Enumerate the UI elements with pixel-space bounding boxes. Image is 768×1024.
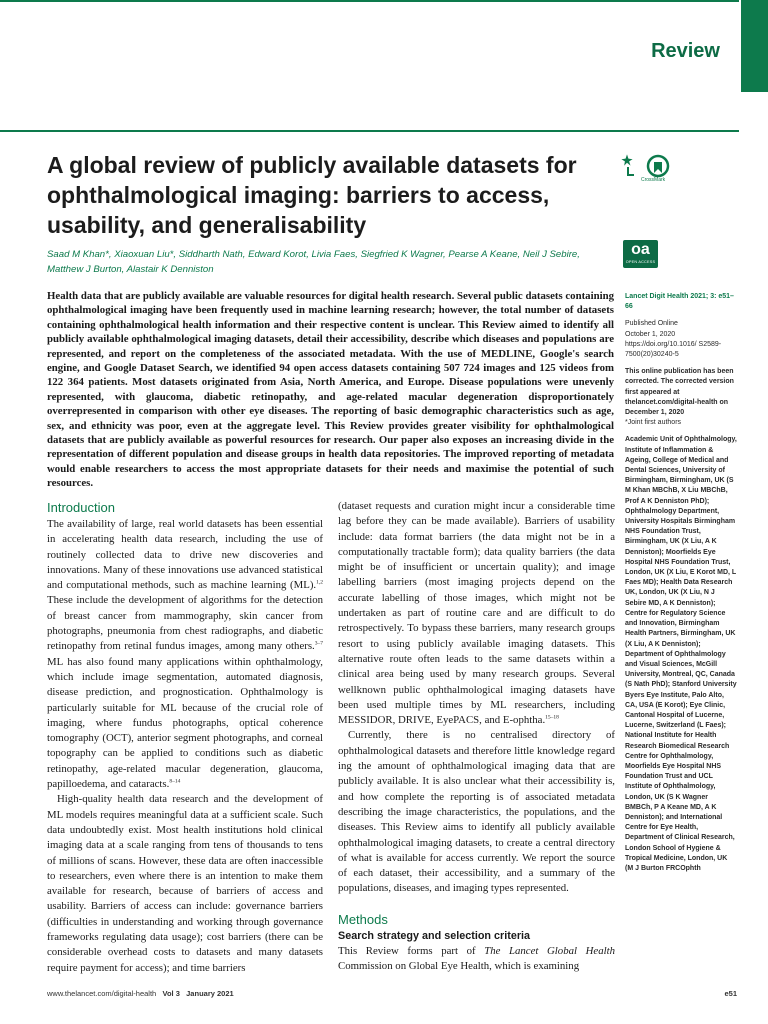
oa-label: oa [631,241,650,258]
subsection-heading: Search strategy and selection criteria [338,929,531,942]
citation[interactable]: 3–7 [314,640,323,647]
page-footer [47,989,737,998]
issue-date: January 2021 [186,989,234,998]
author-list: Saad M Khan*, Xiaoxuan Liu*, Siddharth Nath, Edward Korot, Livia Faes, Siegfried K Wagner, Pearse A Keane, Neil J Sebire, Matthew J Burton, Alastair K Denniston [47,249,580,275]
volume: Vol 3 [162,989,180,998]
paragraph: This Review forms part of The Lancet Global Health Commission on Global Eye Health, which is examining [338,944,615,973]
section-label: Review [651,40,720,62]
journal-citation: Lancet Digit Health 2021; 3: e51–66 [625,293,734,311]
joint-authors-note: *Joint first authors [625,419,682,427]
methods-heading: Methods [338,911,388,927]
body-column-right [338,499,615,974]
top-rule [0,0,739,2]
crossmark-badge[interactable] [620,153,675,188]
paragraph: High-quality health data research and the development of ML models requires meaningful data at a sufficient scale. Such data undoubtedly exist. Most health institutions hold clinical imaging data at a scale ranging from tens of thousands to tens of millions of scans. However, these data are often inaccessible to researchers, even where there is an intention to make them available for research, because of barriers of access and usability. Barriers of access can include: governance barriers (difficulties in understanding and working through governance frameworks regulating data usage); cost barriers (there can be considerable overhead costs to datasets and many datasets require payment for access); and time barriers [47,793,323,974]
page-number: e51 [724,989,737,998]
paragraph: (dataset requests and curation might incur a considerable time lag before they can be made available). Barriers of usability include: data format barriers (the data might not be in a computationally tractable form); data quality barriers (the data might be of insufficient or uncertain quality); and image labelling barriers (most imaging projects depend on the accurate labelling of those images, which might not be undertaken as part of routine care and are difficult to do retrospectively. To bypass these barriers, many research groups resort to using publicly available imaging datasets. This alternative route often leads to the same datasets within a clinical area being used by many research groups. Several wellknown public ophthalmological imaging datasets have been used multiple times by ML researchers, including MESSIDOR, DRIVE, EyePACS, and E-ophtha.$^{15-18}$ [338,500,615,727]
header-rule [0,130,739,132]
paragraph: The availability of large, real world datasets has been essential in accelerating health data research, including the use of routinely collected data to drive new discoveries and innovations. Many of these innovations use advanced statistical and computational methods, such as machine learning (ML).$^{1,2}$ These include the development of algorithms for the detection of breast cancer from mammography, skin cancer from photographs, pneumonia from chest radiographs, and diabetic retinopathy from retinal fundus images, among many others.$^{3-7}$ ML has also found many applications within ophthalmology, which include image segmentation, automated diagnosis, disease prediction, and prognostication. Ophthalmology is particularly suitable for ML because of the crucial role of imaging, where fundus photographs, optical coherence tomography (OCT), anterior segment photographs, and corneal topography can be applied to conditions such as diabetic retinopathy, age-related macular degeneration, glaucoma, papilloedema, and cataracts.$^{8-14}$ [47,518,323,791]
journal-url[interactable]: www.thelancet.com/digital-health [47,989,157,998]
citation[interactable]: 8–14 [169,778,181,785]
oa-sublabel: OPEN ACCESS [625,260,656,264]
edge-tab [741,0,768,92]
body-column-left [47,499,323,976]
doi-link[interactable]: https://doi.org/10.1016/ S2589-7500(20)30240-5 [625,340,722,359]
open-access-badge [623,240,658,268]
correction-note: This online publication has been corrected. The corrected version first appeared at thelancet.com/digital-health on December 1, 2020 [625,368,734,417]
published-date: October 1, 2020 [625,330,676,338]
article-title: A global review of publicly available datasets for ophthalmological imaging: barriers to access, usability, and generalisability [47,152,577,238]
affiliations: Academic Unit of Ophthalmology, Institute of Inflammation & Ageing, College of Medical and Dental Sciences, University of Birmingham, Birmingham, UK (S M Khan MBChB, X Liu MBChB, Prof A K Denniston PhD); Ophthalmology Department, University Hospitals Birmingham NHS Foundation Trust, Birmingham, UK (X Liu, A K Denniston); Moorfields Eye Hospital NHS Foundation Trust, London, UK (X Liu, E Korot MD, L Faes MD); Health Data Research UK, London, UK (X Liu, N J Sebire MD, A K Denniston); Centre for Regulatory Science and Innovation, Birmingham Health Partners, Birmingham, UK (X Liu, A K Denniston); Department of Ophthalmology and Visual Sciences, McGill University, Montreal, QC, Canada (S Nath PhD); Stanford University Byers Eye Institute, Palo Alto, CA, USA (E Korot); Eye Clinic, Cantonal Hospital of Lucerne, Lucerne, Switzerland (L Faes); National Institute for Health Research Biomedical Research Centre for Ophthalmology, Moorfields Eye Hospital NHS Foundation Trust and UCL Institute of Ophthalmology, London, UK (S K Wagner BMBCh, P A Keane MD, A K Denniston); and International Centre for Eye Health, Department of Clinical Research, London School of Hygiene & Tropical Medicine, London, UK (M J Burton FRCOphth [625,436,737,872]
published-label: Published Online [625,320,678,328]
paragraph: Currently, there is no centralised directory of ophthalmological datasets and therefore little knowledge regard ing the amount of ophthalmological imaging data that are publicly available. It is also unclear what their accessibility is, and how complete the reporting is of associated metadata describing the image characteristics, the populations, and the diseases. This Review aims to identify all publicly available ophthalmological imaging datasets, to create a central directory of what is available for access currently. We report the source of each dataset, their accessibility, and a summary of the populations, diseases, and imaging types represented. [338,729,615,895]
abstract: Health data that are publicly available are valuable resources for digital health research. Several public datasets containing ophthalmological imaging have been frequently used in machine learning research; however, the total number of datasets containing ophthalmological health information and their respective content is unclear. This Review aimed to identify all publicly available ophthalmological imaging datasets, detail their accessibility, describe which diseases and populations are represented, and report on the completeness of the associated metadata. With the use of MEDLINE, Google's search engine, and Google Dataset Search, we identified 94 open access datasets containing 507 724 images and 125 videos from 122 364 patients. Most datasets originated from Asia, North America, and Europe. Disease populations were unevenly represented, with glaucoma, diabetic retinopathy, and age-related macular degeneration disproportionately overrepresented in comparison with other eye diseases. The reporting of basic demographic characteristics such as age, sex, and ethnicity was poor, even at the aggregate level. This Review provides greater visibility for ophthalmological datasets that are publicly available as powerful resources for research. Our paper also exposes an increasing divide in the representation of different population and disease groups in health data repositories. The improved reporting of metadata would enable researchers to access the most appropriate datasets for their needs and maximise the potential of such resources. [47,290,614,490]
citation[interactable]: 1,2 [316,579,323,586]
article-sidebar [625,292,737,881]
crossmark-label: CrossMark [641,177,666,183]
introduction-heading: Introduction [47,500,115,515]
citation[interactable]: 15–18 [545,714,559,721]
